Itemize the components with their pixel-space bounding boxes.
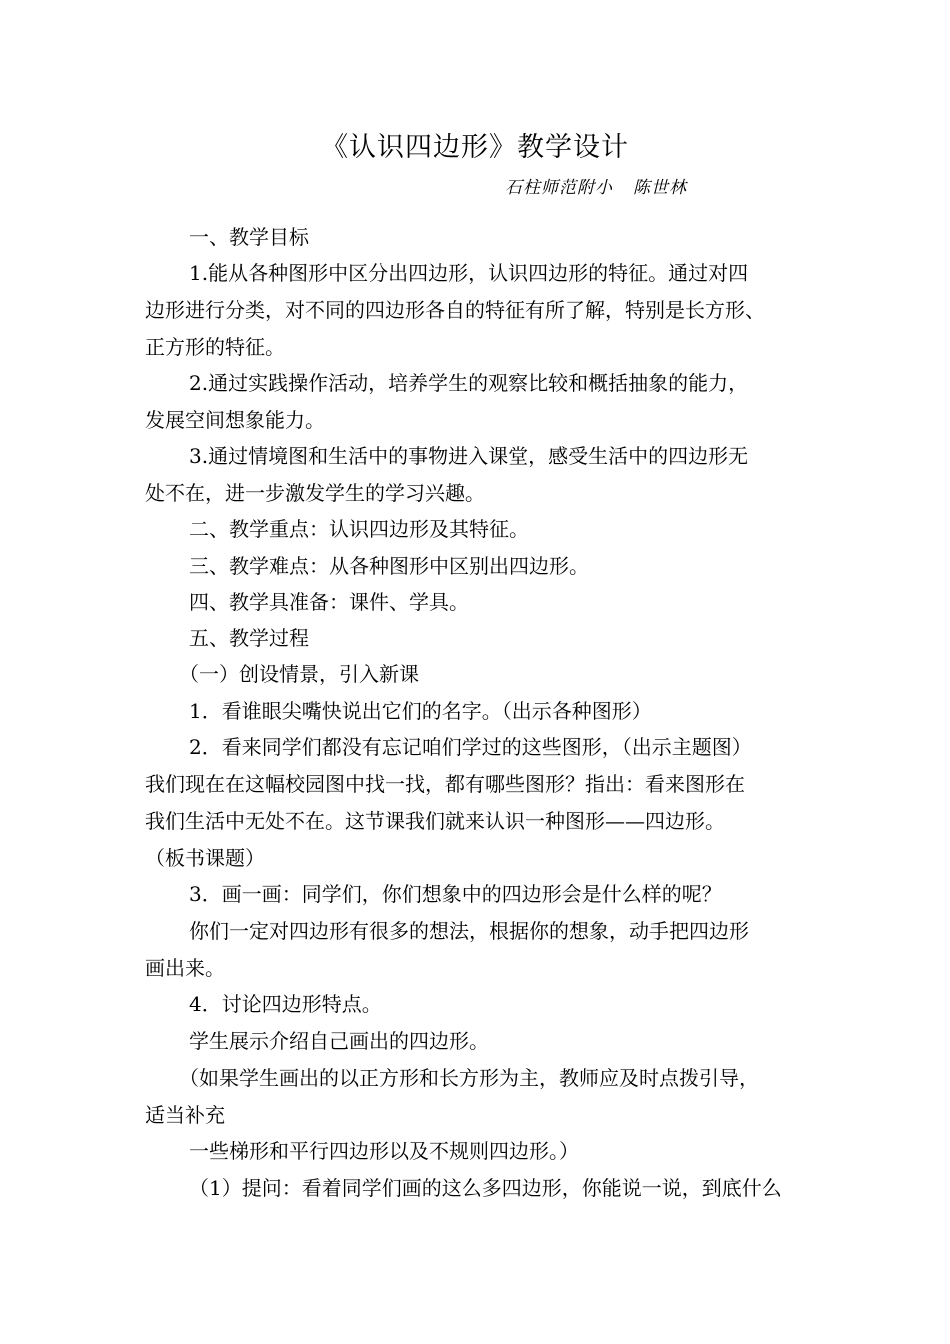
text-line: 3．画一画：同学们，你们想象中的四边形会是什么样的呢？	[189, 882, 722, 906]
text-line: 画出来。	[145, 956, 225, 980]
author-line	[505, 176, 687, 200]
text-line: 一些梯形和平行四边形以及不规则四边形。）	[189, 1139, 579, 1163]
text-line: 1．看谁眼尖嘴快说出它们的名字。（出示各种图形）	[189, 699, 652, 723]
text-line: 边形进行分类，对不同的四边形各自的特征有所了解，特别是长方形、	[145, 298, 765, 322]
text-line: 2．看来同学们都没有忘记咱们学过的这些图形，（出示主题图）	[189, 735, 752, 759]
text-line: 我们生活中无处不在。这节课我们就来认识一种图形——四边形。	[145, 809, 725, 833]
subsection-heading: （一）创设情景，引入新课	[179, 662, 419, 686]
text-line: 正方形的特征。	[145, 335, 285, 359]
text-line: 我们现在在这幅校园图中找一找，都有哪些图形？指出：看来图形在	[145, 772, 745, 796]
author-name: 陈世林	[633, 178, 687, 198]
section-heading-difficulties: 三、教学难点：从各种图形中区别出四边形。	[189, 554, 589, 578]
text-line: 发展空间想象能力。	[145, 408, 325, 432]
text-line: （1）提问：看着同学们画的这么多四边形，你能说一说，到底什么	[189, 1176, 782, 1200]
text-line: 学生展示介绍自己画出的四边形。	[189, 1029, 489, 1053]
text-line: 4．讨论四边形特点。	[189, 992, 382, 1016]
text-line: 1.能从各种图形中区分出四边形，认识四边形的特征。通过对四	[189, 261, 749, 285]
section-heading-goals: 一、教学目标	[189, 225, 309, 249]
text-line: 3.通过情境图和生活中的事物进入课堂，感受生活中的四边形无	[189, 444, 749, 468]
document-title: 《认识四边形》教学设计	[321, 132, 629, 163]
section-heading-key-points: 二、教学重点：认识四边形及其特征。	[189, 517, 529, 541]
section-heading-process: 五、教学过程	[189, 626, 309, 650]
text-line: （如果学生画出的以正方形和长方形为主，教师应及时点拨引导，	[179, 1066, 759, 1090]
text-line: 你们一定对四边形有很多的想法，根据你的想象，动手把四边形	[189, 919, 749, 943]
author-school: 石柱师范附小	[505, 178, 613, 198]
text-line: （板书课题）	[145, 846, 265, 870]
text-line: 适当补充	[145, 1103, 225, 1127]
section-heading-materials: 四、教学具准备：课件、学具。	[189, 590, 469, 614]
text-line: 处不在，进一步激发学生的学习兴趣。	[145, 481, 485, 505]
text-line: 2.通过实践操作活动，培养学生的观察比较和概括抽象的能力，	[189, 371, 749, 395]
